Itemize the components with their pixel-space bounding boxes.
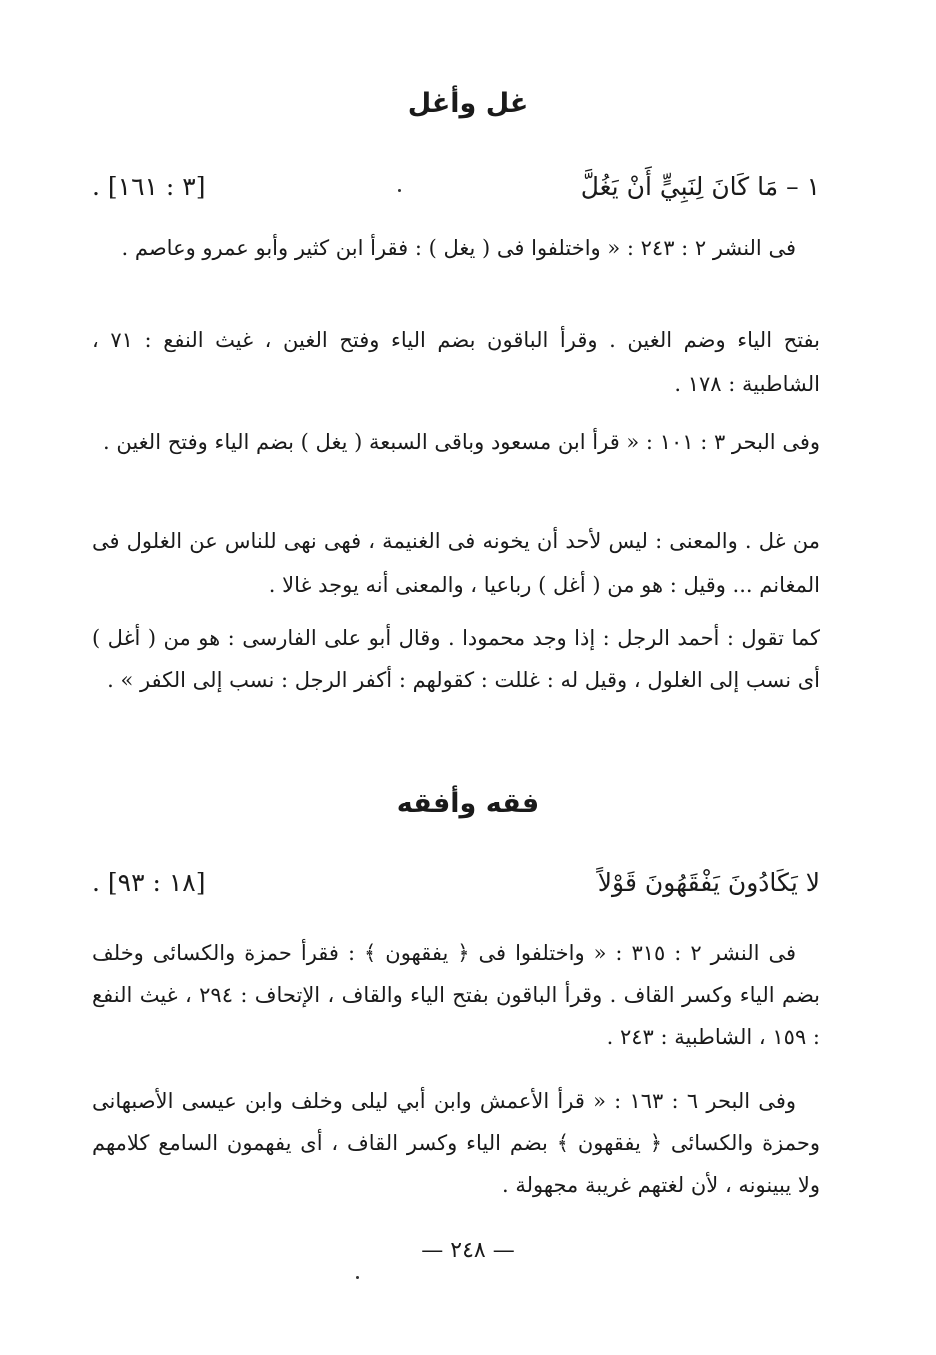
paragraph-bahr-2: وفى البحر ٦ : ١٦٣ : « قرأ الأعمش وابن أبي ليلى وخلف وابن عيسى الأصبهانى وحمزة والكسائى ﴿ يفقهون ﴾ بضم الياء وكسر القاف ، أى يفهمون السامع كلامهم ولا يبينونه ، لأن لغتهم غريبة مجهولة .	[92, 1089, 820, 1197]
paragraph-bahr: وفى البحر ٣ : ١٠١ : « قرأ ابن مسعود وباقى السبعة ( يغل ) بضم الياء وفتح الغين .	[103, 430, 820, 454]
verse-text: ١ – مَا كَانَ لِنَبِيٍّ أَنْ يَغُلَّ	[580, 172, 820, 201]
paragraph-meaning: من غل . والمعنى : ليس لأحد أن يخونه فى الغنيمة ، فهى نهى للناس عن الغلول فى المغانم ... وقيل : هو من ( أغل ) رباعيا ، والمعنى أنه يوجد غالا .	[92, 529, 820, 597]
verse-text: لا يَكَادُونَ يَفْقَهُونَ قَوْلاً	[597, 868, 820, 897]
page-number: — ٢٤٨ —	[421, 1238, 515, 1263]
verse-line-2	[92, 866, 820, 900]
section-title-ghall: غل وأغل	[407, 88, 529, 119]
section-title-fiqh: فقه وأفقه	[396, 788, 540, 819]
paragraph-nashr: فى النشر ٢ : ٢٤٣ : « واختلفوا فى ( يغل ) : فقرأ ابن كثير وأبو عمرو وعاصم .	[121, 236, 796, 260]
speck-dot	[398, 189, 401, 192]
speck-dot	[356, 1276, 359, 1279]
paragraph-fath: بفتح الياء وضم الغين . وقرأ الباقون بضم الياء وفتح الغين ، غيث النفع : ٧١ ، الشاطبية : ١٧٨ .	[92, 328, 820, 396]
paragraph-nashr-2: فى النشر ٢ : ٣١٥ : « واختلفوا فى ﴿ يفقهون ﴾ : فقرأ حمزة والكسائى وخلف بضم الياء وكسر القاف . وقرأ الباقون بفتح الياء والقاف ، الإتحاف : ٢٩٤ ، غيث النفع : ١٥٩ ، الشاطبية : ٢٤٣ .	[92, 941, 820, 1049]
verse-reference: [٣ : ١٦١] .	[92, 172, 206, 201]
verse-line-1	[92, 170, 820, 204]
verse-reference: [١٨ : ٩٣] .	[92, 868, 206, 897]
paragraph-farisi: كما تقول : أحمد الرجل : إذا وجد محمودا . وقال أبو على الفارسى : هو من ( أغل ) أى نسب إلى الغلول ، وقيل له : غللت : كقولهم : أكفر الرجل : نسب إلى الكفر » .	[92, 626, 820, 692]
